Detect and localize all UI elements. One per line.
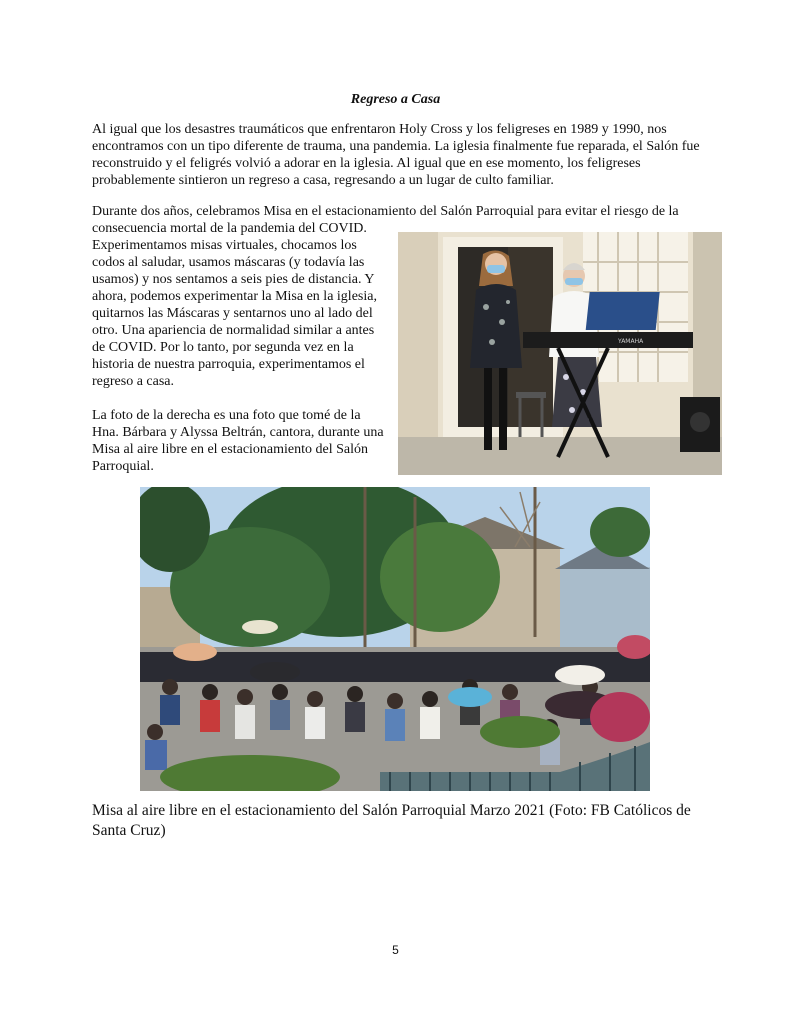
photo-cantors-at-keyboard <box>398 232 722 475</box>
paragraph-1: Al igual que los desastres traumáticos que enfrentaron Holy Cross y los feligreses en 1989 y 1990, nos encontramos con un tipo diferente de trauma, una pandemia. La iglesia finalmente fue reparada, el Salón fue reconstruido y el feligrés volvió a adorar en la iglesia. Al igual que en ese momento, los feligreses probablemente sintieron un regreso a casa, regresando a un lugar de culto familiar. <box>92 122 700 188</box>
paragraph-2-first-line: Durante dos años, celebramos Misa en el estacionamiento del Salón Parroquial para evitar el riesgo de la <box>92 204 679 219</box>
paragraph-2-continued: consecuencia mortal de la pandemia del COVID. Experimentamos misas virtuales, chocamos los codos al saludar, usamos máscaras (y todavía las usamos) y nos sentamos a seis pies de distancia. Y ahora, podemos experimentar la Misa en la iglesia, quitarnos las Máscaras y sentarnos uno al lado del otro. Una apariencia de normalidad similar a antes de COVID. Por lo tanto, por segunda vez en la historia de nuestra parroquia, experimentamos el regreso a casa. <box>92 221 377 389</box>
keyboard-brand-label: YAMAHA <box>618 338 644 345</box>
photo-caption: Misa al aire libre en el estacionamiento del Salón Parroquial Marzo 2021 (Foto: FB Católicos de Santa Cruz) <box>92 802 691 839</box>
photo-outdoor-mass <box>140 487 650 791</box>
page-number: 5 <box>392 943 399 957</box>
section-title: Regreso a Casa <box>350 92 441 107</box>
paragraph-3: La foto de la derecha es una foto que tomé de la Hna. Bárbara y Alyssa Beltrán, cantora, durante una Misa al aire libre en el estacionamiento del Salón Parroquial. <box>92 408 384 474</box>
